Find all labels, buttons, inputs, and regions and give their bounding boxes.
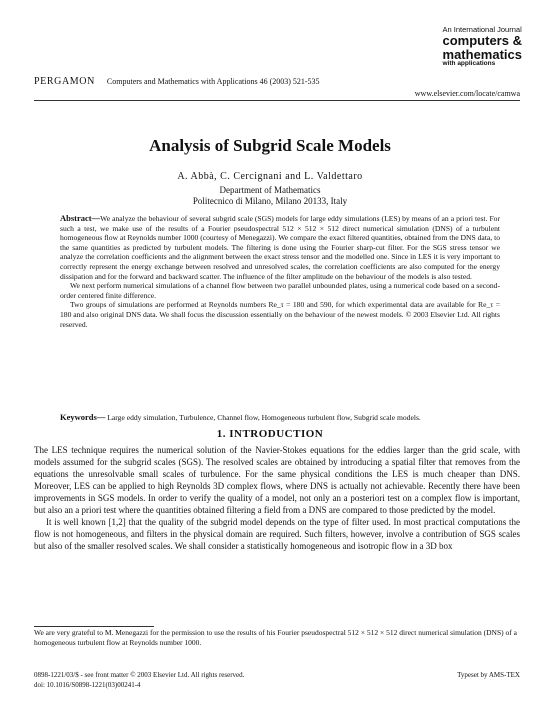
footnote-rule — [34, 626, 154, 627]
intro-paragraph-2: It is well known [1,2] that the quality of the subgrid model depends on the type of filter used. In most practical computations the flow is not homogeneous, and filters in the physical domain are required. Such filters, however, involve a contribution of SGS scales but also of the smaller resolved scales. We shall consider a statistically homogeneous and isotropic flow in a 3D box — [34, 517, 520, 551]
journal-intl: An International Journal — [442, 25, 522, 34]
keywords-label: Keywords— — [60, 412, 106, 422]
abstract-p2: We next perform numerical simulations of a channel flow between two parallel unbounded plates, using a numerical code based on a second-order centered finite difference. — [60, 281, 500, 300]
publisher-line — [34, 76, 520, 87]
keywords-text: Large eddy simulation, Turbulence, Channel flow, Homogeneous turbulent flow, Subgrid scale models. — [107, 413, 421, 422]
affiliation-dept: Department of Mathematics — [219, 185, 321, 195]
footer-doi: doi: 10.1016/S0898-1221(03)00241-4 — [34, 681, 141, 689]
footer-issn: 0898-1221/03/$ - see front matter © 2003 Elsevier Ltd. All rights reserved. — [34, 671, 245, 679]
journal-name-line1: computers & — [442, 32, 522, 48]
abstract-label: Abstract— — [60, 213, 101, 223]
article-authors: A. Abbà, C. Cercignani and L. Valdettaro — [177, 171, 363, 182]
abstract-p3: Two groups of simulations are performed at Reynolds numbers Re_τ = 180 and 590, for which experimental data are available for Re_τ = 180 and also original DNS data. We shall focus the discussion essentially on the behaviour of the newest models. © 2003 Elsevier Ltd. All rights reserved. — [60, 300, 500, 329]
abstract — [60, 214, 500, 329]
footer-typeset: Typeset by AMS-TEX — [457, 671, 520, 679]
publisher-name: PERGAMON — [34, 76, 95, 87]
keywords — [60, 413, 500, 423]
journal-url[interactable]: www.elsevier.com/locate/camwa — [414, 89, 520, 98]
article-title: Analysis of Subgrid Scale Models — [149, 136, 391, 155]
abstract-p1-text: We analyze the behaviour of several subgrid scale (SGS) models for large eddy simulations (LES) by means of an a priori test. For such a test, we make use of the results of a Fourier pseudospectral 512 × 512 × 512 direct numerical simulation (DNS) of a turbulent homogeneous flow at Reynolds number 1000 (courtesy of Menegazzi). We compare the exact filtered quantities, obtained from the DNS data, to the same quantities as predicted by turbulent models. The filtering is done using the Fourier sharp-cut filter. For the SGS stress tensor we analyze the correlation coefficients and the alignment between the exact stress tensor and the modelled one. Since in LES it is very important to correctly represent the energy exchange between resolved and unresolved scales, the correlation coefficients are also computed for the energy dissipation and for the forward and backward scatter. The influence of the filter amplitude on the behaviour of the models is also tested. — [60, 214, 500, 281]
section-heading: 1. INTRODUCTION — [216, 428, 324, 440]
journal-masthead — [443, 26, 522, 68]
section-body — [34, 444, 520, 552]
footnote: We are very grateful to M. Menegazzi for the permission to use the results of his Fourier pseudospectral 512 × 512 × 512 direct numerical simulation (DNS) of a homogeneous turbulent flow at Reynolds number 1000. — [34, 628, 517, 647]
affiliation-institution: Politecnico di Milano, Milano 20133, Italy — [192, 196, 348, 206]
abstract-p1 — [60, 214, 500, 281]
header-rule — [34, 100, 520, 101]
journal-citation: Computers and Mathematics with Applications 46 (2003) 521-535 — [106, 77, 320, 86]
intro-paragraph-1: The LES technique requires the numerical solution of the Navier-Stokes equations for the eddies larger than the grid scale, with models assumed for the subgrid scales (SGS). The resolved scales are obtained by introducing a spatial filter that removes from the equations the unresolvable small scales of turbulence. For the same physical conditions the LES is much cheaper than DNS. Moreover, LES can be applied to high Reynolds 3D complex flows, where DNS is actually not achievable. Recently there have been improvements in SGS models. In order to verify the quality of a model, not only an a posteriori test on a complex flow is important, but also an a priori test where the quantities obtained filtering a field from a DNS are compared to those predicted by the model. — [34, 445, 520, 515]
journal-apps: with applications — [442, 60, 496, 68]
journal-name-line2: mathematics — [442, 46, 522, 62]
